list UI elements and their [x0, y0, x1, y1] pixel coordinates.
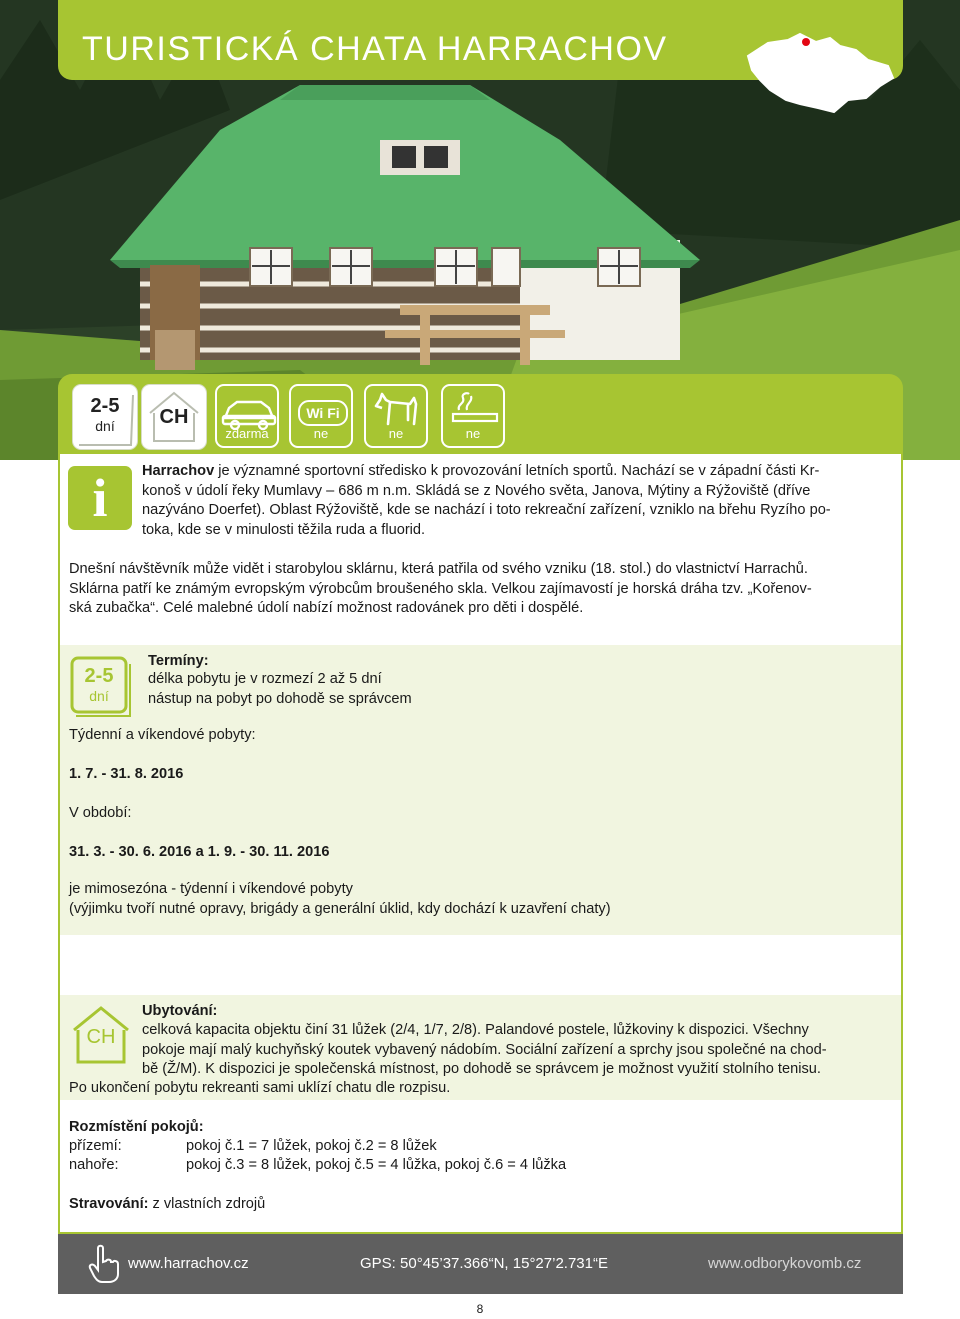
- ground-floor-rooms: pokoj č.1 = 7 lůžek, pokoj č.2 = 8 lůžek: [186, 1138, 437, 1154]
- accommodation-icon-label: CH: [86, 1026, 116, 1048]
- terms-heading: Termíny:: [148, 653, 209, 669]
- wifi-caption: ne: [313, 426, 329, 441]
- website-link[interactable]: www.harrachov.cz: [128, 1255, 249, 1272]
- ground-floor-label: přízemí:: [69, 1138, 122, 1154]
- period-label: V období:: [69, 805, 132, 821]
- gps-coordinates: GPS: 50°45’37.366“N, 15°27’2.731“E: [360, 1255, 608, 1272]
- terms-icon-unit: dní: [89, 688, 109, 704]
- wifi-label: Wi Fi: [298, 400, 348, 426]
- accommodation-line-1: celková kapacita objektu činí 31 lůžek (2/4, 1/7, 2/8). Palandové postele, lůžkoviny k dispozici. Všechny: [142, 1022, 809, 1038]
- accommodation-line-3: bě (Ž/M). K dispozici je společenská místnost, po dohodě se správcem je možnost využití stolního tenisu.: [142, 1061, 821, 1077]
- accommodation-heading: Ubytování:: [142, 1003, 218, 1019]
- terms-calendar-icon: [70, 656, 132, 718]
- board-label: Stravování:: [69, 1196, 149, 1212]
- wifi-icon: [289, 384, 353, 448]
- intro-line-3: nazýváno Doerfet). Oblast Rýžoviště, kde se nachází i toto rekreační zařízení, vzniklo na břehu Ryzího po-: [142, 502, 831, 518]
- intro-lead: Harrachov: [142, 463, 215, 479]
- terms-icon-number: 2-5: [84, 665, 114, 687]
- info-icon: i: [68, 466, 132, 530]
- intro-line-1: je významné sportovní středisko k provozování letních sportů. Nachází se v západní části Kr-: [214, 463, 820, 479]
- offseason-line-2: (výjimku tvoří nutné opravy, brigády a generální úklid, kdy dochází k uzavření chaty): [69, 900, 611, 917]
- accommodation-text: [142, 1021, 894, 1080]
- parking-icon: [215, 384, 279, 448]
- stay-length-number: 2-5: [90, 395, 120, 417]
- history-paragraph: [69, 560, 894, 619]
- pets-caption: ne: [388, 426, 404, 441]
- union-website-link[interactable]: www.odborykovomb.cz: [708, 1255, 862, 1272]
- smoking-caption: ne: [465, 426, 481, 441]
- cottage-type-label: CH: [159, 406, 189, 428]
- history-line-2: Sklárna patří ke známým evropským výrobcům broušeného skla. Velkou zajímavostí je horská dráha tzv. „Kořenov-: [69, 580, 812, 597]
- czech-map-icon: [738, 28, 898, 118]
- intro-line-4: toka, kde se v minulosti těžila ruda a fluorid.: [142, 521, 426, 538]
- period-dates: 31. 3. - 30. 6. 2016 a 1. 9. - 30. 11. 2016: [69, 844, 330, 860]
- intro-line-2: konoš v údolí řeky Mumlavy – 686 m n.m. Skládá se z Nového světa, Janova, Mýtiny a Rýžoviště (dříve: [142, 482, 811, 499]
- stay-length-icon: [72, 384, 138, 450]
- weekly-label: Týdenní a víkendové pobyty:: [69, 727, 256, 743]
- parking-caption: zdarma: [225, 426, 269, 441]
- smoking-icon: [441, 384, 505, 448]
- accommodation-line-4: Po ukončení pobytu rekreanti sami uklízí chatu dle rozpisu.: [69, 1080, 451, 1096]
- stay-length-unit: dní: [95, 418, 115, 434]
- upper-floor-label: nahoře:: [69, 1157, 119, 1173]
- weekly-dates: 1. 7. - 31. 8. 2016: [69, 766, 184, 782]
- pets-icon: [364, 384, 428, 448]
- upper-floor-rooms: pokoj č.3 = 8 lůžek, pokoj č.5 = 4 lůžka, pokoj č.6 = 4 lůžka: [186, 1157, 567, 1173]
- terms-line-1: délka pobytu je v rozmezí 2 až 5 dní: [148, 671, 382, 687]
- rooms-heading: Rozmístění pokojů:: [69, 1119, 204, 1135]
- offseason-line-1: je mimosezóna - týdenní i víkendové pobyty: [69, 881, 353, 897]
- board-info: [69, 1195, 265, 1215]
- terms-lines: [148, 670, 412, 709]
- intro-paragraph: [142, 462, 894, 540]
- pointer-hand-icon: [88, 1244, 122, 1284]
- offseason-note: [69, 880, 611, 919]
- footer-bar: [58, 1234, 903, 1294]
- history-line-1: Dnešní návštěvník může vidět i starobylou sklárnu, která patřila od svého vzniku (18. stol.) do vlastnictví Harrachů.: [69, 561, 808, 577]
- accommodation-cottage-icon: [70, 1004, 132, 1066]
- page-title: TURISTICKÁ CHATA HARRACHOV: [82, 30, 668, 68]
- accommodation-line-2: pokoje mají malý kuchyňský koutek vybavený nádobím. Sociální zařízení a sprchy jsou společné na chod-: [142, 1041, 827, 1058]
- cottage-type-icon: [141, 384, 207, 450]
- board-value: z vlastních zdrojů: [148, 1196, 266, 1212]
- page-number: 8: [476, 1302, 484, 1316]
- history-line-3: ská zubačka“. Celé malebné údolí nabízí možnost radovánek pro děti i dospělé.: [69, 600, 584, 616]
- terms-line-2: nástup na pobyt po dohodě se správcem: [148, 690, 412, 707]
